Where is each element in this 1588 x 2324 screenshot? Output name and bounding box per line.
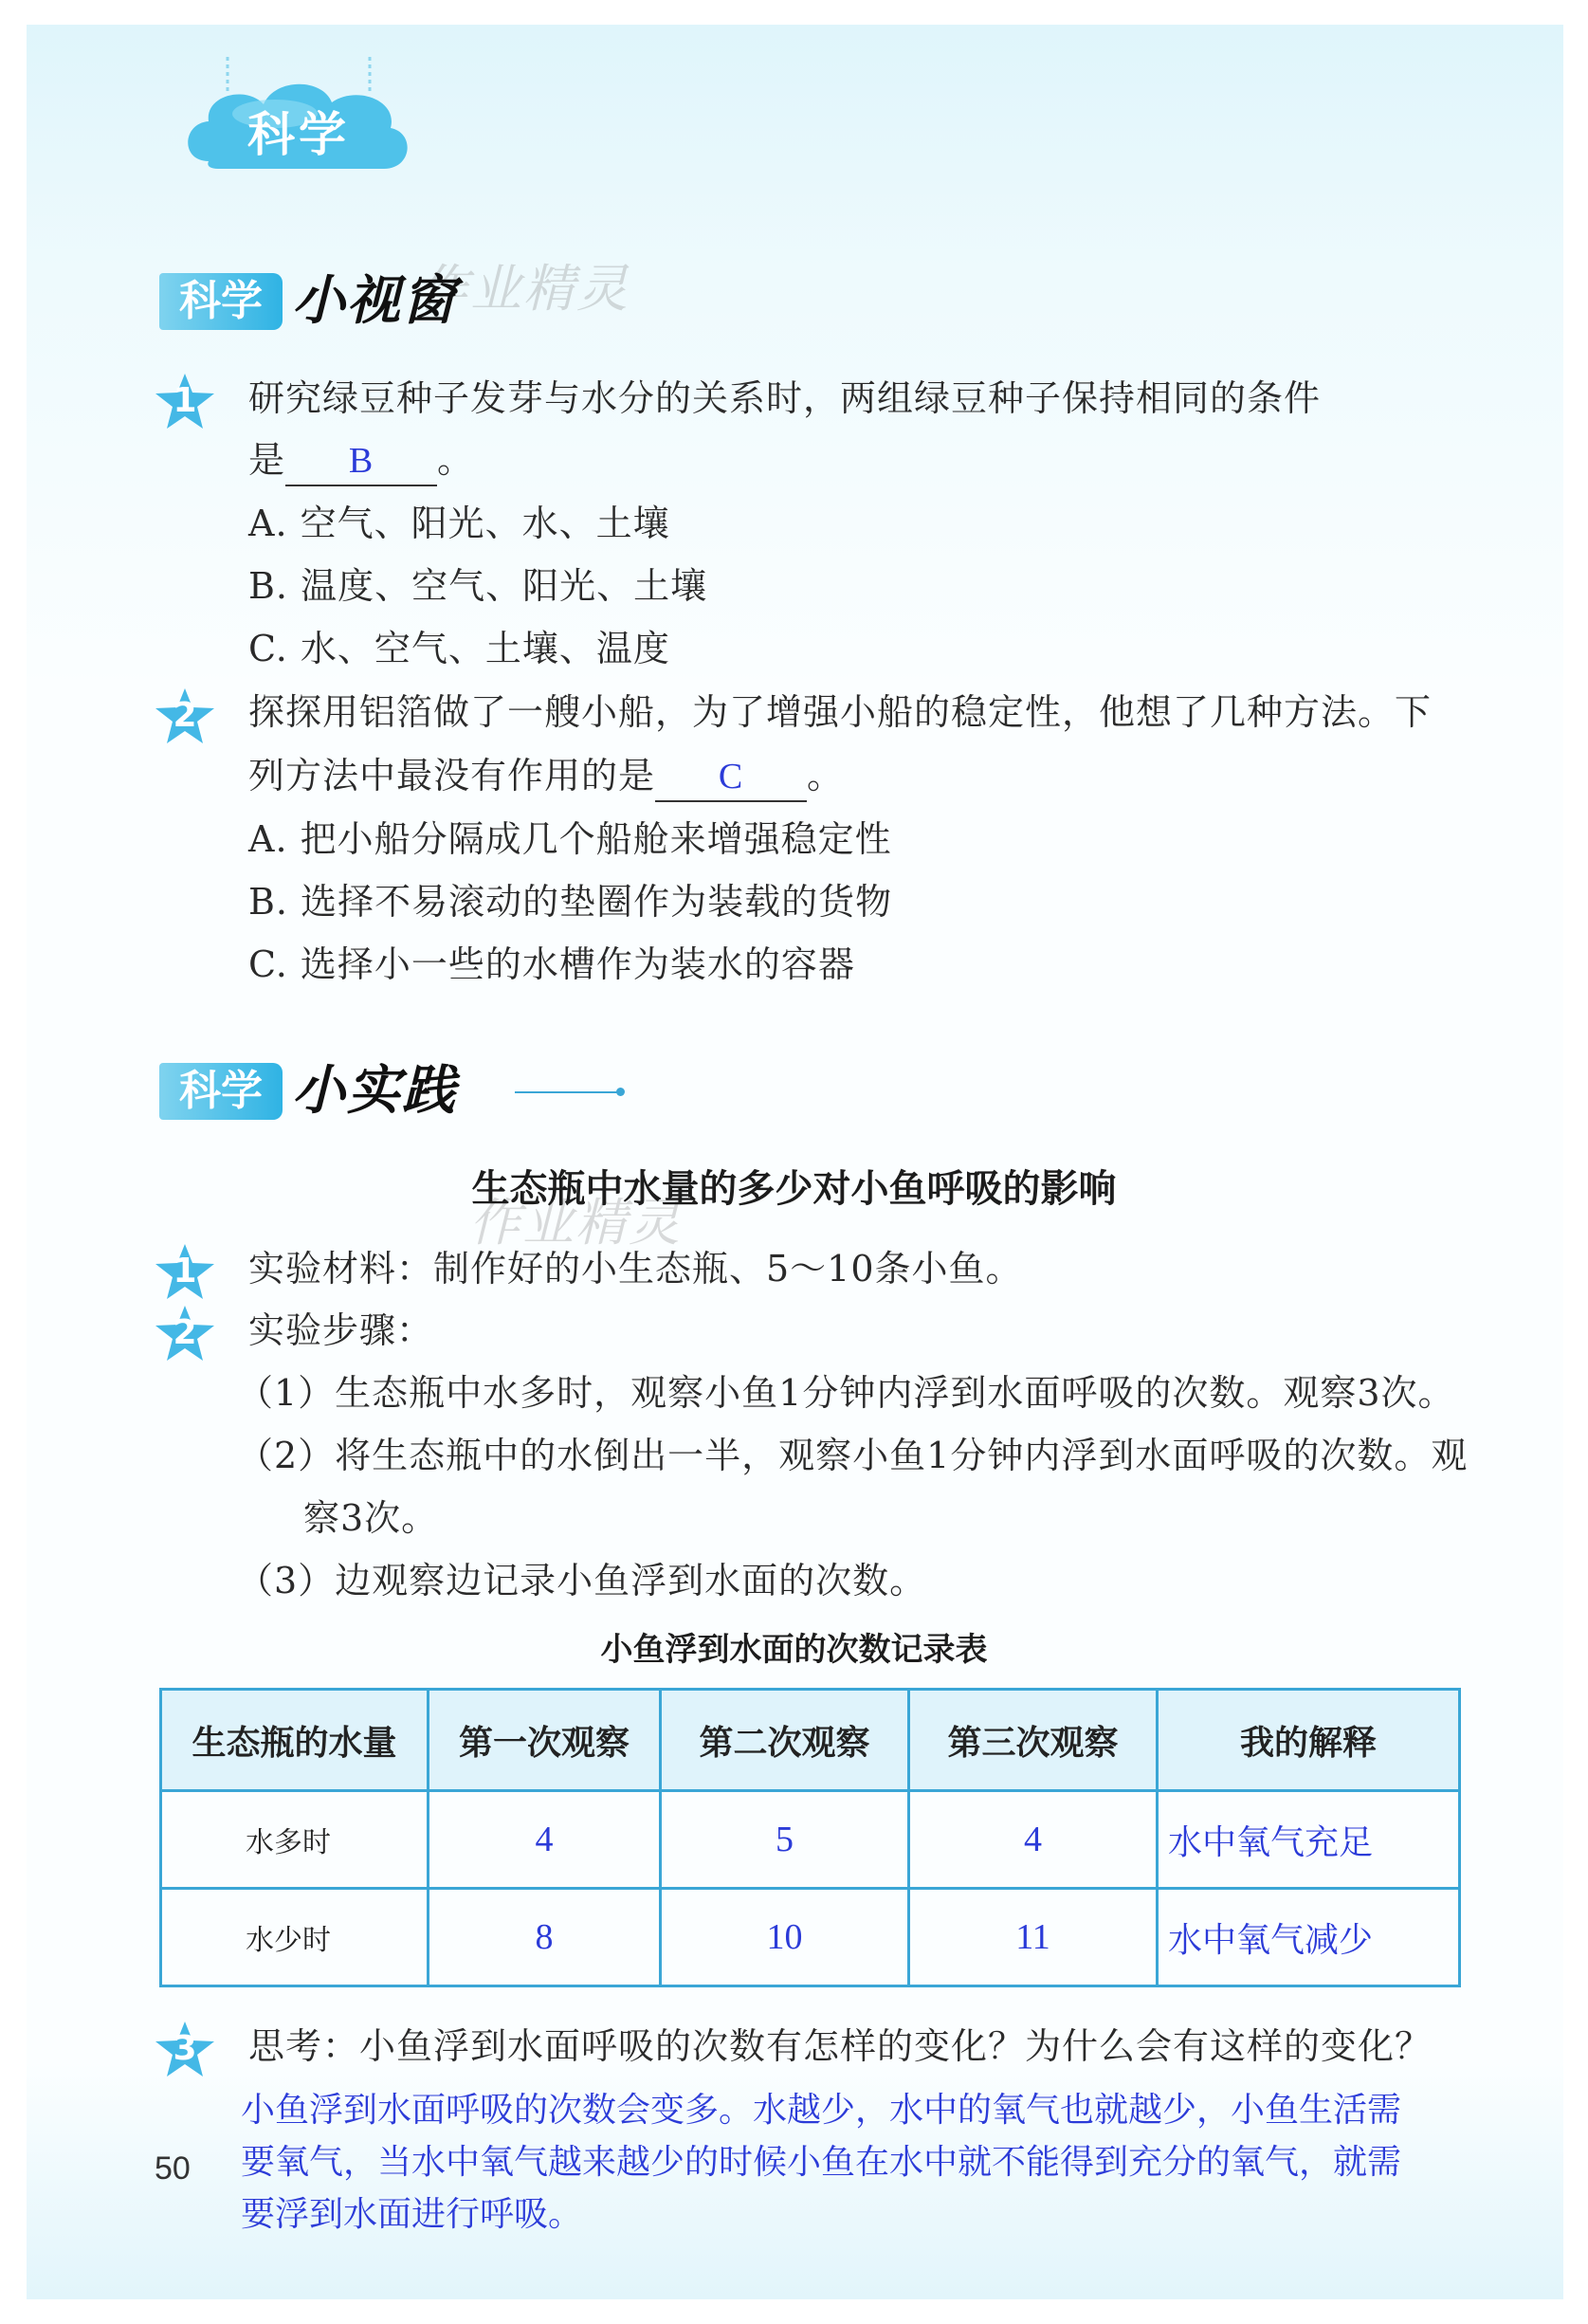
watermark: 作业精灵: [469, 1193, 682, 1253]
option-b: B. 温度、空气、阳光、土壤: [248, 565, 708, 607]
table-row: [161, 1791, 1460, 1889]
item-number: 1: [173, 1252, 197, 1290]
table-row: [161, 1889, 1460, 1986]
section-header-window: [159, 267, 747, 334]
observation-count: 5: [661, 1791, 909, 1889]
step-2-continued: 察3次。: [303, 1497, 439, 1539]
experiment-title: 生态瓶中水量的多少对小鱼呼吸的影响: [471, 1167, 1117, 1211]
option-a: A. 把小船分隔成几个船舱来增强稳定性: [248, 818, 892, 860]
decorative-line: [515, 1091, 619, 1093]
explanation: 水中氧气减少: [1158, 1889, 1460, 1986]
explanation: 水中氧气充足: [1158, 1791, 1460, 1889]
item-number: 3: [173, 2029, 197, 2068]
think-answer-line: 要浮到水面进行呼吸。: [241, 2195, 583, 2234]
question-text-end: 。: [807, 755, 845, 796]
step-2: （2）将生态瓶中的水倒出一半，观察小鱼1分钟内浮到水面呼吸的次数。观: [237, 1435, 1469, 1476]
table-header: 生态瓶的水量: [161, 1690, 429, 1791]
page-number: 50: [155, 2150, 191, 2187]
option-b: B. 选择不易滚动的垫圈作为装载的货物: [248, 881, 893, 923]
subject-label: 科学: [247, 107, 350, 162]
observation-count: 4: [909, 1791, 1158, 1889]
observation-count: 11: [909, 1889, 1158, 1986]
question-number: 1: [173, 381, 197, 420]
table-header: 第一次观察: [429, 1690, 661, 1791]
option-c: C. 水、空气、土壤、温度: [248, 628, 670, 669]
question-text-continued: [248, 752, 844, 802]
watermark: 作业精灵: [417, 259, 630, 319]
row-label: 水多时: [161, 1791, 429, 1889]
observation-count: 8: [429, 1889, 661, 1986]
answer-value: C: [718, 757, 744, 796]
step-3: （3）边观察边记录小鱼浮到水面的次数。: [237, 1560, 927, 1601]
question-text-continued: [248, 436, 474, 486]
observation-count: 4: [429, 1791, 661, 1889]
option-a: A. 空气、阳光、水、土壤: [248, 503, 670, 544]
steps-heading: 实验步骤：: [248, 1309, 434, 1351]
option-c: C. 选择小一些的水槽作为装水的容器: [248, 943, 855, 985]
table-header: 第二次观察: [661, 1690, 909, 1791]
subject-badge: [180, 57, 417, 190]
decorative-dot: [616, 1088, 625, 1096]
section-header-practice: [159, 1057, 652, 1124]
think-question: 思考：小鱼浮到水面呼吸的次数有怎样的变化？为什么会有这样的变化？: [248, 2025, 1433, 2067]
item-number: 2: [173, 1313, 197, 1352]
answer-blank: [285, 436, 437, 486]
section-tag: 科学: [159, 273, 283, 330]
section-title: 小视窗: [292, 270, 457, 332]
question-text: 是: [248, 439, 286, 481]
record-table: [159, 1688, 1461, 1987]
observation-count: 10: [661, 1889, 909, 1986]
step-1: （1）生态瓶中水多时，观察小鱼1分钟内浮到水面呼吸的次数。观察3次。: [237, 1372, 1455, 1414]
answer-value: B: [348, 441, 374, 481]
section-title: 小实践: [292, 1060, 457, 1122]
table-header: 第三次观察: [909, 1690, 1158, 1791]
table-header-row: [161, 1690, 1460, 1791]
materials-text: 实验材料：制作好的小生态瓶、5～10条小鱼。: [248, 1248, 1023, 1290]
think-answer-line: 小鱼浮到水面呼吸的次数会变多。水越少，水中的氧气也就越少，小鱼生活需: [241, 2091, 1402, 2130]
question-text-end: 。: [437, 439, 475, 481]
table-header: 我的解释: [1158, 1690, 1460, 1791]
question-text: 研究绿豆种子发芽与水分的关系时，两组绿豆种子保持相同的条件: [248, 377, 1322, 419]
row-label: 水少时: [161, 1889, 429, 1986]
question-number: 2: [173, 696, 197, 735]
question-text: 探探用铝箔做了一艘小船，为了增强小船的稳定性，他想了几种方法。下: [248, 691, 1433, 733]
question-text: 列方法中最没有作用的是: [248, 755, 656, 796]
answer-blank: [655, 752, 807, 802]
table-caption: 小鱼浮到水面的次数记录表: [600, 1631, 988, 1669]
section-tag: 科学: [159, 1063, 283, 1120]
think-answer-line: 要氧气，当水中氧气越来越少的时候小鱼在水中就不能得到充分的氧气，就需: [241, 2143, 1402, 2182]
